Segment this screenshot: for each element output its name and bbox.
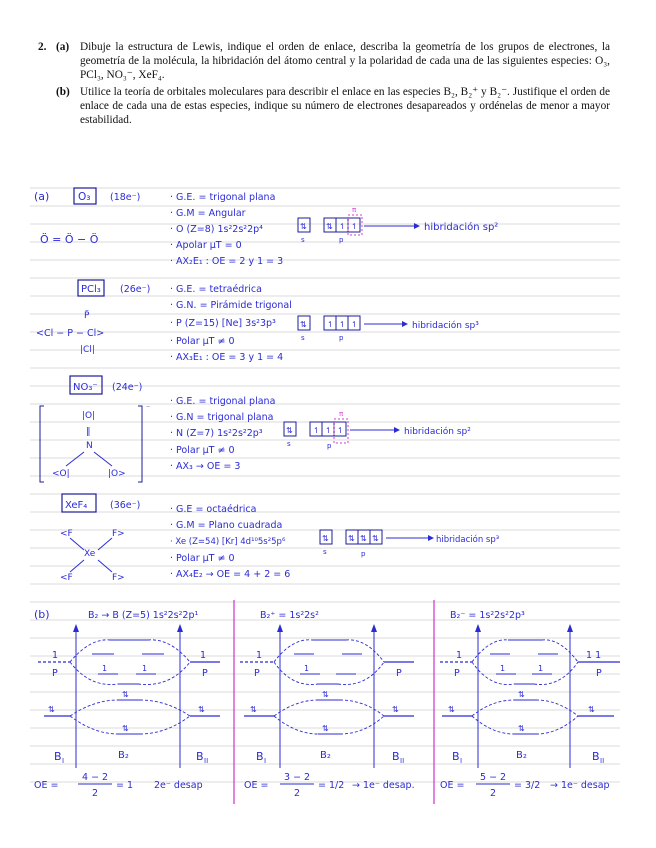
- svg-text:<F: <F: [60, 529, 73, 539]
- mo-header: B₂⁻ = 1s²2s²2p³: [450, 610, 525, 621]
- species-electrons: (36e⁻): [110, 500, 141, 511]
- species-formula: O₃: [78, 191, 91, 203]
- mo-right-atom: B: [196, 750, 204, 763]
- species-electrons: (24e⁻): [112, 382, 143, 393]
- svg-text:↿: ↿: [339, 222, 346, 231]
- svg-text:↿: ↿: [325, 426, 332, 435]
- svg-text:⇅: ⇅: [122, 724, 129, 733]
- mo-right-atom: B: [592, 750, 600, 763]
- unpaired-electrons: → 1e⁻ desap: [550, 780, 610, 791]
- bond-order-num: 5 − 2: [480, 772, 507, 783]
- species-line: · AX₃ → OE = 3: [170, 461, 241, 472]
- lewis-structure-xef4: [60, 529, 125, 583]
- svg-text:↿: ↿: [351, 320, 358, 329]
- lewis-structure-o3: Ö = Ö − Ö: [40, 233, 99, 246]
- svg-text:⇅: ⇅: [392, 705, 399, 714]
- bond-order-num: 3 − 2: [284, 772, 311, 783]
- species-line: · G.E. = trigonal plana: [170, 396, 276, 407]
- orbital-label-p: p: [361, 550, 366, 558]
- svg-text:⇅: ⇅: [348, 534, 355, 543]
- orbital-label-p: p: [327, 442, 332, 450]
- bond-order-num: 4 − 2: [82, 772, 109, 783]
- orbital-diagram: [284, 410, 400, 450]
- species-line: · Xe (Z=54) [Kr] 4d¹⁰5s²5p⁶: [170, 537, 286, 547]
- svg-text:1: 1: [304, 664, 310, 673]
- species-line: · Apolar μT = 0: [170, 240, 242, 251]
- svg-text:1: 1: [456, 650, 463, 661]
- lewis-structure-no3: [40, 403, 150, 482]
- unpaired-electrons: 2e⁻ desap: [154, 780, 203, 791]
- svg-text:P̈: P̈: [84, 311, 90, 321]
- part-a-label: (a): [56, 41, 70, 53]
- mo-molecule: B₂: [320, 750, 331, 761]
- species-line: · G.M = Angular: [170, 208, 246, 219]
- svg-text:↿: ↿: [337, 426, 344, 435]
- mo-left-atom: B: [452, 750, 460, 763]
- bond-order-den: 2: [294, 788, 301, 799]
- species-line: · N (Z=7) 1s²2s²2p³: [170, 428, 263, 439]
- svg-text:|O>: |O>: [108, 469, 126, 479]
- svg-text:↿: ↿: [313, 426, 320, 435]
- hybridization: hibridación sp³: [436, 535, 500, 545]
- orbital-label-s: s: [287, 440, 291, 448]
- unpaired-electrons: → 1e⁻ desap.: [352, 780, 415, 791]
- mo-right-sub: II: [600, 757, 605, 765]
- hybridization: hibridación sp²: [404, 427, 471, 437]
- species-line: · Polar μT ≠ 0: [170, 336, 235, 347]
- bond-order-den: 2: [92, 788, 99, 799]
- svg-text:⇅: ⇅: [326, 222, 333, 231]
- mo-left-atom: B: [256, 750, 264, 763]
- svg-text:|O|: |O|: [82, 411, 96, 421]
- species-electrons: (18e⁻): [110, 192, 141, 203]
- svg-text:‖: ‖: [86, 427, 91, 437]
- orbital-diagram: [320, 530, 434, 558]
- svg-text:1: 1: [256, 650, 263, 661]
- bond-order-label: OE =: [34, 780, 59, 791]
- species-line: · O (Z=8) 1s²2s²2p⁴: [170, 224, 263, 235]
- species-line: · G.N = trigonal plana: [170, 412, 274, 423]
- bond-order-result: = 1: [116, 780, 134, 791]
- species-line: · P (Z=15) [Ne] 3s²3p³: [170, 318, 276, 329]
- species-electrons: (26e⁻): [120, 284, 151, 295]
- orbital-diagram: [298, 316, 408, 342]
- mo-right-sub: II: [204, 757, 209, 765]
- species-formula: NO₃⁻: [73, 382, 98, 393]
- p-label: P: [454, 668, 460, 679]
- svg-text:⇅: ⇅: [198, 705, 205, 714]
- svg-text:⇅: ⇅: [322, 690, 329, 699]
- mo-header: B₂⁺ = 1s²2s²: [260, 610, 319, 621]
- question-part-a: [38, 40, 610, 83]
- svg-text:⇅: ⇅: [250, 705, 257, 714]
- part-b-label: (b): [56, 85, 70, 98]
- svg-text:↿: ↿: [339, 320, 346, 329]
- bond-order-den: 2: [490, 788, 497, 799]
- svg-text:⇅: ⇅: [360, 534, 367, 543]
- svg-text:1: 1: [102, 664, 108, 673]
- question-number: 2.: [38, 41, 47, 53]
- svg-text:1 1: 1 1: [586, 650, 602, 661]
- species-line: · G.E. = tetraédrica: [170, 284, 262, 295]
- lewis-structure-pcl3: <Cl − P − Cl>: [36, 328, 105, 339]
- species-line: · AX₃E₁ : OE = 3 y 1 = 4: [170, 352, 284, 363]
- svg-text:1: 1: [200, 650, 207, 661]
- svg-text:⇅: ⇅: [122, 690, 129, 699]
- hybridization: hibridación sp²: [424, 222, 499, 233]
- svg-text:π: π: [339, 410, 344, 418]
- svg-text:1: 1: [538, 664, 544, 673]
- orbital-diagram: [298, 206, 420, 244]
- part-a-text: Dibuje la estructura de Lewis, indique el orden de enlace, describa la geometría de los grupos de electrones, la geometría de la molécula, la hibridación del átomo central y la polaridad de cada una de las siguientes especies: O₃, PCl₃, NO₃⁻, XeF₄.: [80, 41, 610, 82]
- question-statement: [38, 40, 610, 127]
- part-b-text: Utilice la teoría de orbitales moleculares para describir el enlace en las especies B₂, B₂⁺ y B₂⁻. Justifique el orden de enlace de cada una de estas especies, indique su número de electrones desapareados y ordénelas de menor a mayor estabilidad.: [80, 85, 610, 127]
- orbital-label-p: p: [339, 236, 344, 244]
- orbital-label-p: p: [339, 334, 344, 342]
- svg-text:⇅: ⇅: [518, 690, 525, 699]
- part-b-hw-label: (b): [34, 608, 50, 621]
- p-label: P: [202, 668, 208, 679]
- hybridization: hibridación sp³: [412, 321, 479, 331]
- svg-text:↿: ↿: [327, 320, 334, 329]
- svg-text:1: 1: [500, 664, 506, 673]
- bond-order-label: OE =: [244, 780, 269, 791]
- question-part-b: [38, 85, 610, 128]
- mo-left-sub: I: [264, 757, 267, 765]
- handwritten-answer: [30, 168, 630, 808]
- svg-text:1: 1: [142, 664, 148, 673]
- orbital-label-s: s: [323, 548, 327, 556]
- mo-molecule: B₂: [118, 750, 129, 761]
- p-label: P: [52, 668, 58, 679]
- orbital-label-s: s: [301, 236, 305, 244]
- bond-order-label: OE =: [440, 780, 465, 791]
- mo-left-atom: B: [54, 750, 62, 763]
- bond-order-result: = 3/2: [514, 780, 541, 791]
- svg-text:<O|: <O|: [52, 469, 70, 479]
- species-line: · G.E. = trigonal plana: [170, 192, 276, 203]
- svg-text:<F: <F: [60, 573, 73, 583]
- mo-right-sub: II: [400, 757, 405, 765]
- orbital-label-s: s: [301, 334, 305, 342]
- svg-text:⇅: ⇅: [322, 724, 329, 733]
- mo-header: B₂ → B (Z=5) 1s²2s²2p¹: [88, 610, 199, 621]
- svg-text:⇅: ⇅: [518, 724, 525, 733]
- p-label: P: [596, 668, 602, 679]
- species-line: · Polar μT ≠ 0: [170, 553, 235, 564]
- svg-text:⇅: ⇅: [300, 320, 307, 329]
- svg-text:⇅: ⇅: [286, 426, 293, 435]
- svg-text:↿: ↿: [351, 222, 358, 231]
- p-label: P: [396, 668, 402, 679]
- svg-text:|Cl|: |Cl|: [80, 345, 95, 355]
- svg-text:F>: F>: [112, 573, 125, 583]
- svg-text:⇅: ⇅: [588, 705, 595, 714]
- bond-order-result: = 1/2: [318, 780, 345, 791]
- mo-molecule: B₂: [516, 750, 527, 761]
- species-formula: XeF₄: [65, 500, 88, 511]
- svg-text:⇅: ⇅: [48, 705, 55, 714]
- svg-text:Xe: Xe: [84, 549, 96, 559]
- mo-left-sub: I: [460, 757, 463, 765]
- species-line: · G.N. = Pirámide trigonal: [170, 300, 292, 311]
- p-label: P: [254, 668, 260, 679]
- svg-text:⇅: ⇅: [448, 705, 455, 714]
- svg-text:⇅: ⇅: [300, 222, 307, 231]
- svg-text:1: 1: [52, 650, 59, 661]
- species-line: · Polar μT ≠ 0: [170, 445, 235, 456]
- species-line: · AX₄E₂ → OE = 4 + 2 = 6: [170, 569, 291, 580]
- species-line: · G.M = Plano cuadrada: [170, 520, 283, 531]
- svg-text:π: π: [352, 206, 357, 214]
- svg-text:⇅: ⇅: [322, 534, 329, 543]
- svg-text:⁻: ⁻: [146, 403, 151, 412]
- part-a-hw-label: (a): [34, 190, 50, 203]
- svg-text:F>: F>: [112, 529, 125, 539]
- species-formula: PCl₃: [81, 284, 101, 295]
- mo-left-sub: I: [62, 757, 65, 765]
- svg-text:N: N: [86, 441, 93, 451]
- mo-right-atom: B: [392, 750, 400, 763]
- species-line: · G.E = octaédrica: [170, 504, 257, 515]
- species-line: · AX₂E₁ : OE = 2 y 1 = 3: [170, 256, 284, 267]
- svg-text:⇅: ⇅: [372, 534, 379, 543]
